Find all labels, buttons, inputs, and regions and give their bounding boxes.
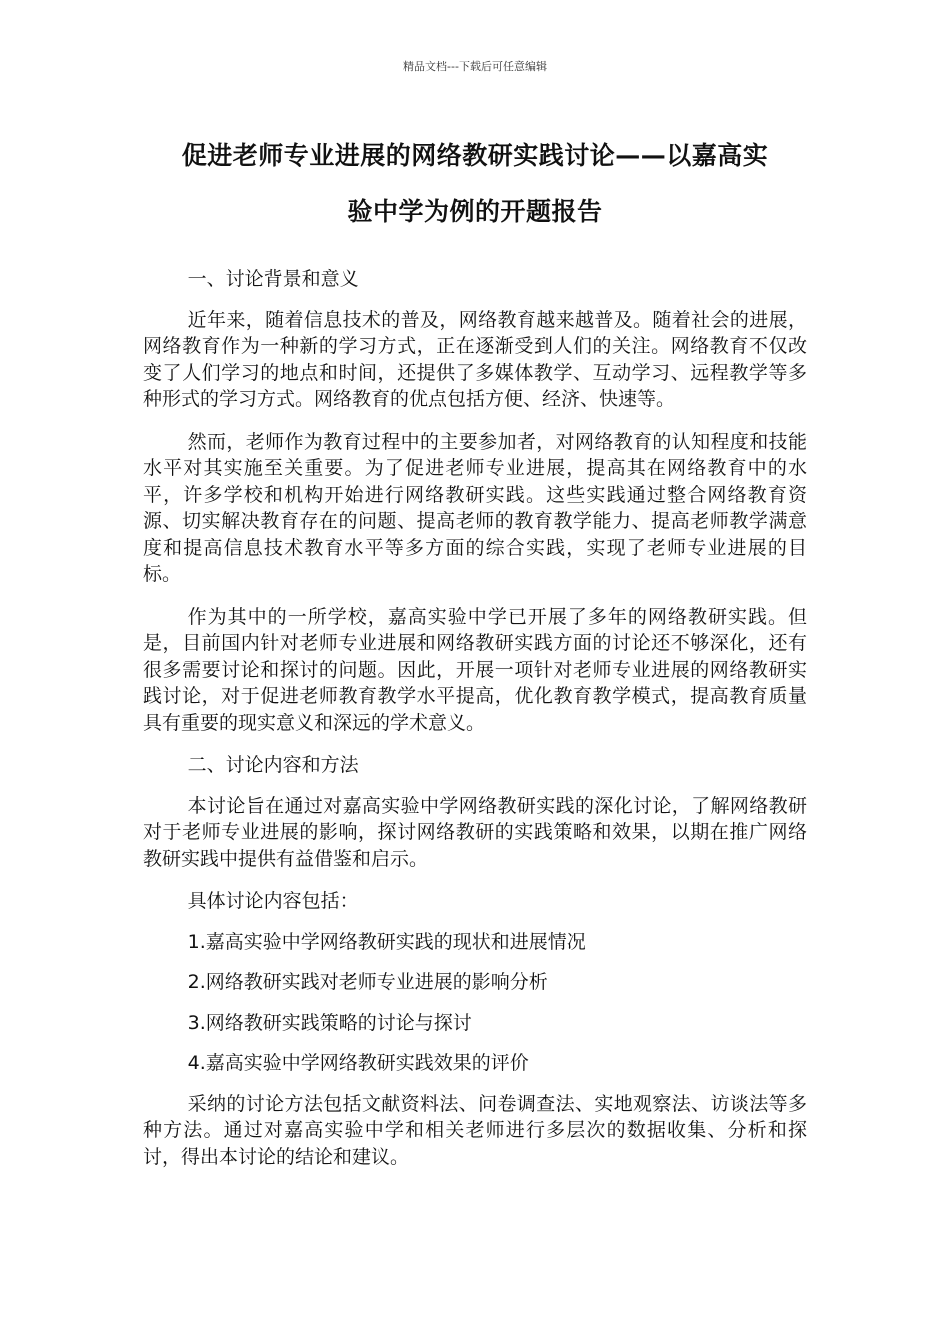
section-1-paragraph-3: 作为其中的一所学校，嘉高实验中学已开展了多年的网络教研实践。但是，目前国内针对老师专业进展和网络教研实践方面的讨论还不够深化，还有很多需要讨论和探讨的问题。因此，开展一项针对老师专业进展的网络教研实践讨论，对于促进老师教育教学水平提高，优化教育教学模式，提高教育质量具有重要的现实意义和深远的学术意义。 [143, 605, 807, 734]
list-item: 1.嘉高实验中学网络教研实践的现状和进展情况 [187, 930, 586, 953]
section-2-paragraph-1: 本讨论旨在通过对嘉高实验中学网络教研实践的深化讨论，了解网络教研对于老师专业进展的影响，探讨网络教研的实践策略和效果，以期在推广网络教研实践中提供有益借鉴和启示。 [143, 794, 807, 870]
document-title [120, 128, 830, 240]
document-body [143, 266, 807, 1186]
title-line-1: 促进老师专业进展的网络教研实践讨论——以嘉高实 [181, 141, 769, 170]
section-1-heading: 一、讨论背景和意义 [187, 268, 359, 290]
section-2-paragraph-2: 采纳的讨论方法包括文献资料法、问卷调查法、实地观察法、访谈法等多种方法。通过对嘉高实验中学和相关老师进行多层次的数据收集、分析和探讨，得出本讨论的结论和建议。 [143, 1092, 807, 1168]
page-header: 精品文档---下载后可任意编辑 [403, 60, 547, 73]
section-1-paragraph-2: 然而，老师作为教育过程中的主要参加者，对网络教育的认知程度和技能水平对其实施至关重要。为了促进老师专业进展，提高其在网络教育中的水平，许多学校和机构开始进行网络教研实践。这些实践通过整合网络教育资源、切实解决教育存在的问题、提高老师的教育教学能力、提高老师教学满意度和提高信息技术教育水平等多方面的综合实践，实现了老师专业进展的目标。 [143, 430, 807, 585]
title-line-2: 验中学为例的开题报告 [347, 197, 603, 226]
section-2-heading: 二、讨论内容和方法 [187, 754, 359, 776]
section-1-paragraph-1: 近年来，随着信息技术的普及，网络教育越来越普及。随着社会的进展，网络教育作为一种新的学习方式，正在逐渐受到人们的关注。网络教育不仅改变了人们学习的地点和时间，还提供了多媒体教学、互动学习、远程教学等多种形式的学习方式。网络教育的优点包括方便、经济、快速等。 [143, 308, 807, 410]
section-2-list-intro: 具体讨论内容包括： [187, 890, 359, 912]
list-item: 2.网络教研实践对老师专业进展的影响分析 [187, 971, 548, 993]
list-item: 4.嘉高实验中学网络教研实践效果的评价 [187, 1052, 529, 1074]
list-item: 3.网络教研实践策略的讨论与探讨 [187, 1011, 472, 1034]
